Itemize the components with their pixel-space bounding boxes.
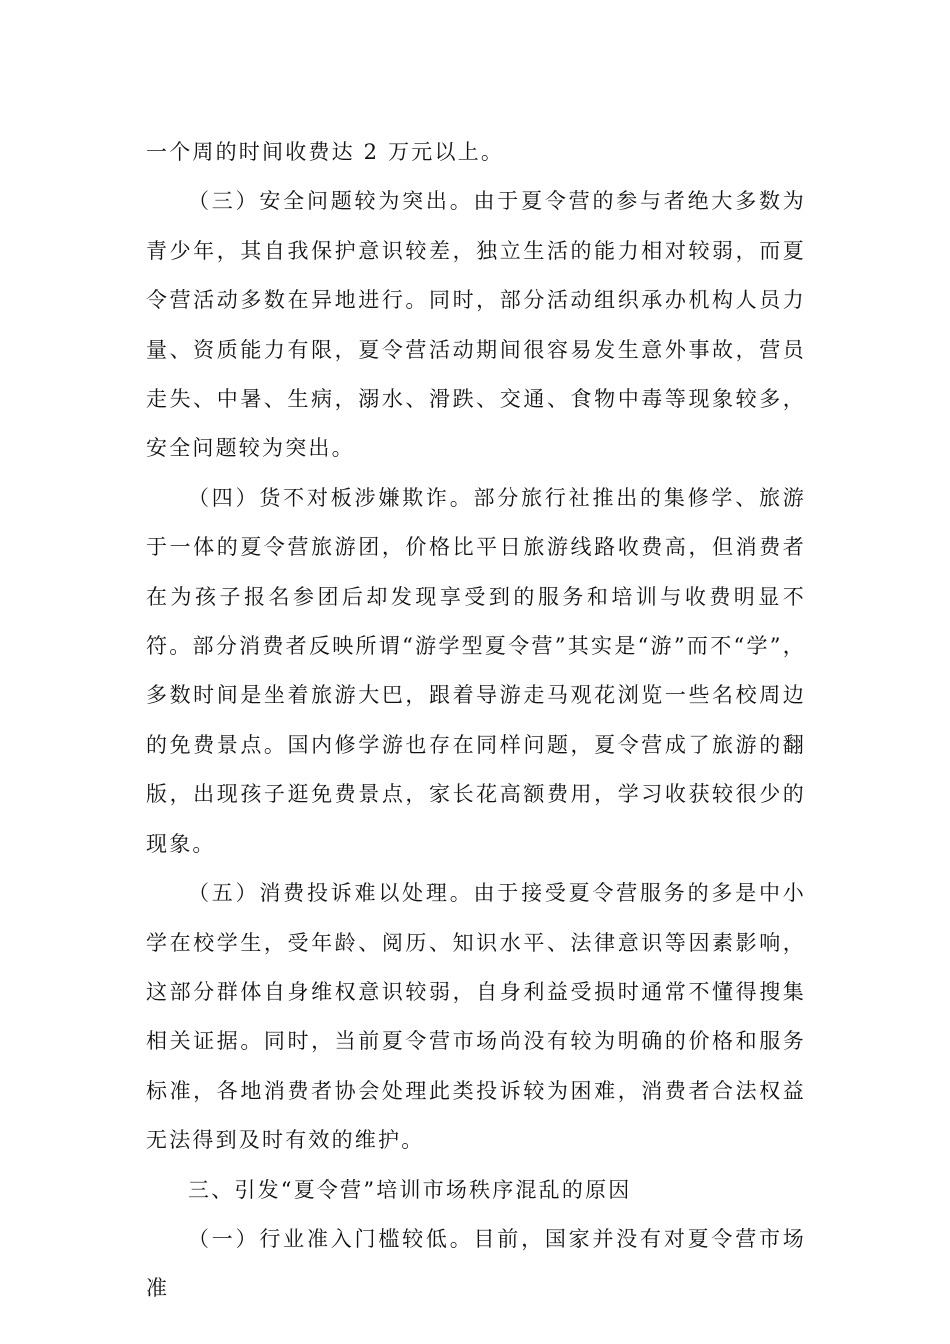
paragraph-continuation: 一个周的时间收费达 2 万元以上。 [146,140,505,164]
paragraph-complaints: （五）消费投诉难以处理。由于接受夏令营服务的多是中小学在校学生，受年龄、阅历、知识水平、法律意识等因素影响，这部分群体自身维权意识较弱，自身利益受损时通常不懂得搜集相关证据。同时，当前夏令营市场尚没有较为明确的价格和服务标准，各地消费者协会处理此类投诉较为困难，消费者合法权益无法得到及时有效的维护。 [146,881,806,1153]
paragraph-entry-threshold: （一）行业准入门槛较低。目前，国家并没有对夏令营市场准 [146,1226,806,1301]
section-heading-causes: 三、引发“夏令营”培训市场秩序混乱的原因 [188,1177,632,1202]
paragraph-safety-issues: （三）安全问题较为突出。由于夏令营的参与者绝大多数为青少年，其自我保护意识较差，独立生活的能力相对较弱，而夏令营活动多数在异地进行。同时，部分活动组织承办机构人员力量、资质能力有限，夏令营活动期间很容易发生意外事故，营员走失、中暑、生病，溺水、滑跌、交通、食物中毒等现象较多，安全问题较为突出。 [146,189,806,461]
document-body [146,128,806,1314]
paragraph-misrepresentation: （四）货不对板涉嫌欺诈。部分旅行社推出的集修学、旅游于一体的夏令营旅游团，价格比平日旅游线路收费高，但消费者在为孩子报名参团后却发现享受到的服务和培训与收费明显不符。部分消费者反映所谓“游学型夏令营”其实是“游”而不“学”，多数时间是坐着旅游大巴，跟着导游走马观花浏览一些名校周边的免费景点。国内修学游也存在同样问题，夏令营成了旅游的翻版，出现孩子逛免费景点，家长花高额费用，学习收获较很少的现象。 [146,485,806,856]
